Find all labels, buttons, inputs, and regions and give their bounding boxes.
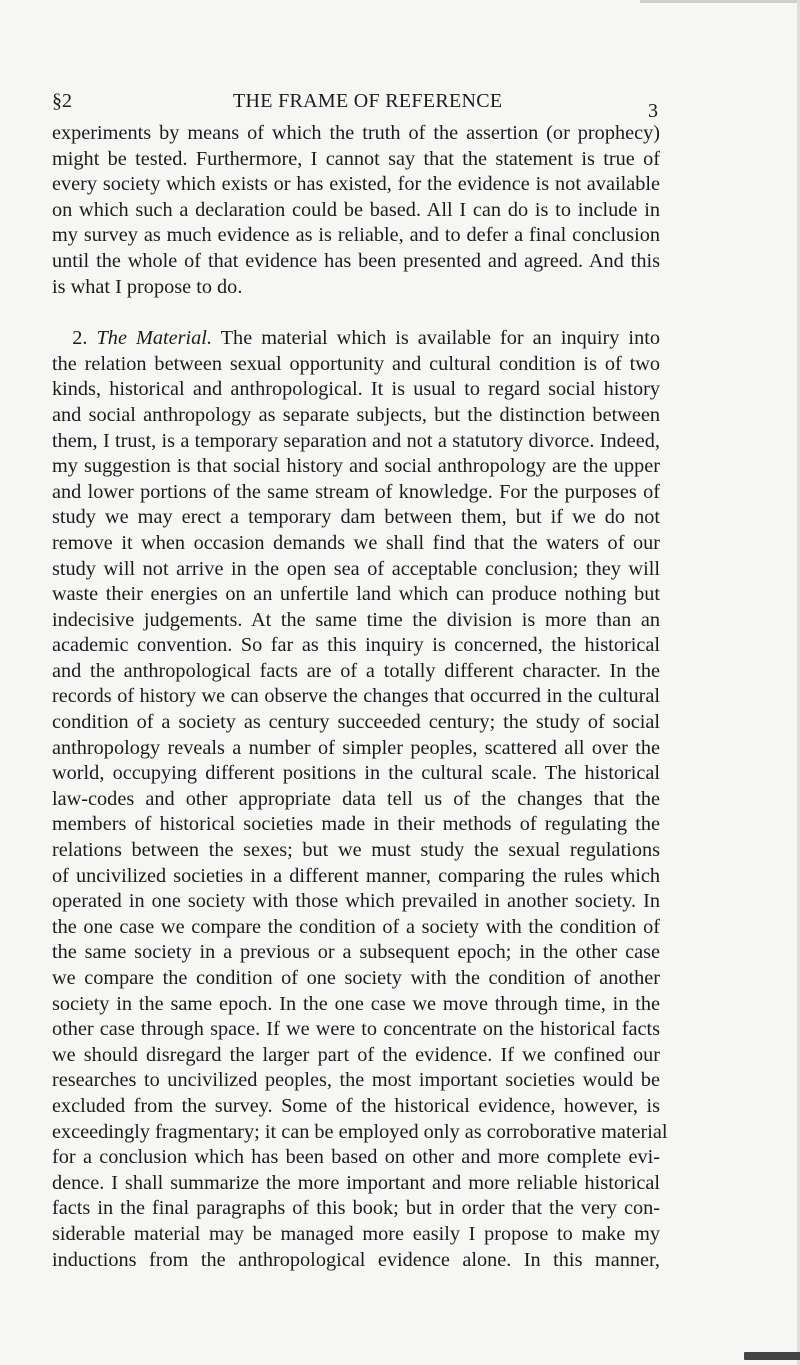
section-title: The Material. <box>96 327 213 350</box>
text-line: inductions from the anthropological evidence alone. In this manner, <box>52 1248 660 1271</box>
text-segment: The material which is available for an inquiry into <box>220 327 660 350</box>
page-body <box>52 121 668 1273</box>
text-line: researches to uncivilized peoples, the most important societies would be <box>52 1069 660 1092</box>
header-title: THE FRAME OF REFERENCE <box>233 90 503 112</box>
scan-top-edge <box>640 0 800 3</box>
text-line: until the whole of that evidence has been presented and agreed. And this <box>52 249 660 272</box>
page-number: 3 <box>648 100 658 122</box>
text-line: academic convention. So far as this inquiry is concerned, the historical <box>52 634 660 657</box>
header-section-mark: §2 <box>52 90 72 112</box>
text-line: and lower portions of the same stream of knowledge. For the purposes of <box>52 480 660 503</box>
section-2-paragraph <box>52 326 668 1273</box>
text-line: remove it when occasion demands we shall find that the waters of our <box>52 531 660 554</box>
scan-corner-mark <box>744 1352 800 1360</box>
section-number: 2. <box>72 327 88 350</box>
text-line: study will not arrive in the open sea of acceptable conclusion; they will <box>52 557 660 580</box>
text-line: experiments by means of which the truth of the assertion (or prophecy) <box>52 122 660 144</box>
text-line: law-codes and other appropriate data tell us of the changes that the <box>52 787 660 810</box>
text-line: kinds, historical and anthropological. It is usual to regard social history <box>52 378 660 401</box>
text-line: the relation between sexual opportunity and cultural condition is of two <box>52 352 660 375</box>
text-line: other case through space. If we were to concentrate on the historical facts <box>52 1018 660 1041</box>
text-line: condition of a society as century succeeded century; the study of social <box>52 711 660 734</box>
paragraph-continuation <box>52 121 660 300</box>
text-line: for a conclusion which has been based on other and more complete evi- <box>52 1146 660 1169</box>
text-line: society in the same epoch. In the one case we move through time, in the <box>52 992 660 1015</box>
section-2-lines <box>52 352 668 1273</box>
text-line: and social anthropology as separate subjects, but the distinction between <box>52 403 660 426</box>
text-line: relations between the sexes; but we must study the sexual regulations <box>52 839 660 862</box>
text-line: every society which exists or has existed, for the evidence is not available <box>52 173 660 196</box>
paragraph-spacer <box>52 300 660 326</box>
running-header <box>52 88 752 122</box>
text-line: siderable material may be managed more easily I propose to make my <box>52 1222 660 1245</box>
text-line: anthropology reveals a number of simpler peoples, scattered all over the <box>52 736 660 759</box>
text-line: facts in the final paragraphs of this book; but in order that the very con- <box>52 1197 660 1220</box>
text-line: world, occupying different positions in the cultural scale. The historical <box>52 762 660 785</box>
text-line: exceedingly fragmentary; it can be employed only as corroborative material <box>52 1120 668 1143</box>
section-2-first-line <box>52 326 660 352</box>
text-line: on which such a declaration could be based. All I can do is to include in <box>52 198 660 221</box>
text-line: the same society in a previous or a subsequent epoch; in the other case <box>52 941 660 964</box>
text-line: waste their energies on an unfertile land which can produce nothing but <box>52 583 660 606</box>
text-line: study we may erect a temporary dam between them, but if we do not <box>52 506 660 529</box>
text-line: dence. I shall summarize the more important and more reliable historical <box>52 1171 660 1194</box>
text-line: my survey as much evidence as is reliable, and to defer a final conclusion <box>52 224 660 247</box>
text-line: is what I propose to do. <box>52 275 243 298</box>
text-line: excluded from the survey. Some of the historical evidence, however, is <box>52 1094 660 1117</box>
text-line: and the anthropological facts are of a totally different character. In the <box>52 659 660 682</box>
text-line: them, I trust, is a temporary separation and not a statutory divorce. Indeed, <box>52 429 660 452</box>
text-line: we should disregard the larger part of the evidence. If we confined our <box>52 1043 660 1066</box>
text-line: my suggestion is that social history and social anthropology are the upper <box>52 455 660 478</box>
text-line: indecisive judgements. At the same time the division is more than an <box>52 608 660 631</box>
text-line: the one case we compare the condition of a society with the condition of <box>52 915 660 938</box>
text-line: might be tested. Furthermore, I cannot say that the statement is true of <box>52 147 660 170</box>
text-line: we compare the condition of one society with the condition of another <box>52 967 660 989</box>
text-line: members of historical societies made in their methods of regulating the <box>52 813 660 836</box>
text-line: of uncivilized societies in a different manner, comparing the rules which <box>52 864 660 887</box>
text-line: records of history we can observe the changes that occurred in the cultural <box>52 685 660 708</box>
text-line: operated in one society with those which prevailed in another society. In <box>52 890 660 913</box>
